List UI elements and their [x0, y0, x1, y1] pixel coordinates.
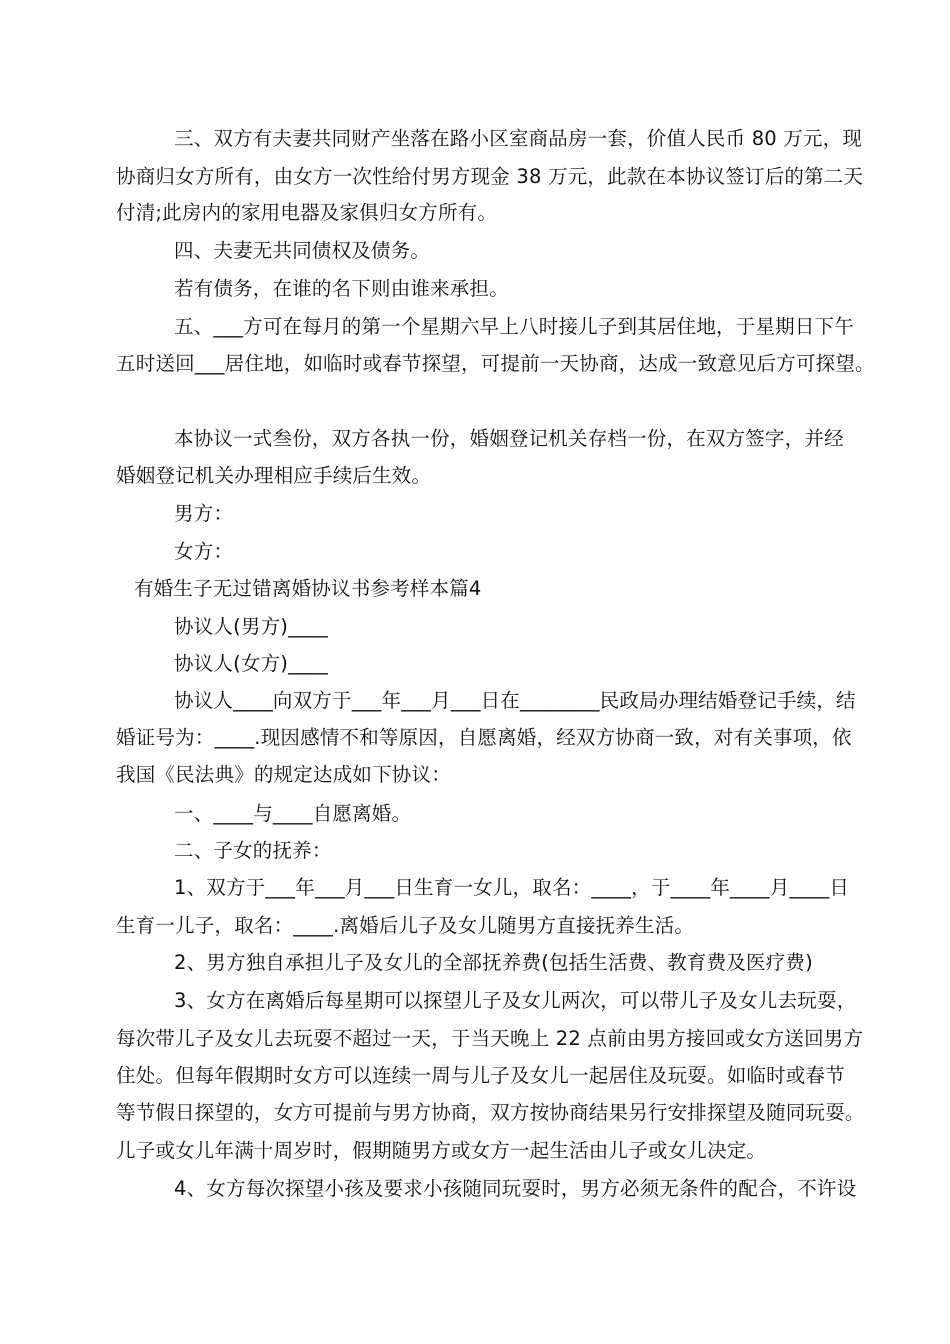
female-signature-label: 女方：	[174, 540, 234, 563]
child-item-1-line-1: 1、双方于___年___月___日生育一女儿，取名：____，于____年____月____日	[174, 876, 850, 899]
party-female: 协议人(女方)____	[174, 652, 328, 675]
child-item-2: 2、男方独自承担儿子及女儿的全部抚养费(包括生活费、教育费及医疗费)	[174, 951, 813, 974]
clause-1: 一、____与____自愿离婚。	[174, 802, 412, 825]
child-item-3-line-5: 儿子或女儿年满十周岁时，假期随男方或女方一起生活由儿子或女儿决定。	[116, 1139, 767, 1162]
child-item-3-line-2: 每次带儿子及女儿去玩耍不超过一天，于当天晚上 22 点前由男方接回或女方送回男方	[116, 1027, 864, 1050]
paragraph-3-line-3: 付清;此房内的家用电器及家俱归女方所有。	[116, 201, 498, 224]
validity-line-1: 本协议一式叁份，双方各执一份，婚姻登记机关存档一份，在双方签字，并经	[174, 427, 844, 450]
child-item-3-line-4: 等节假日探望的，女方可提前与男方协商，双方按协商结果另行安排探望及随同玩耍。	[116, 1101, 865, 1124]
paragraph-4: 四、夫妻无共同债权及债务。	[174, 239, 431, 262]
section-title: 有婚生子无过错离婚协议书参考样本篇4	[134, 577, 482, 600]
paragraph-3-line-1: 三、双方有夫妻共同财产坐落在路小区室商品房一套，价值人民币 80 万元，现	[174, 127, 863, 150]
paragraph-debt: 若有债务，在谁的名下则由谁来承担。	[174, 277, 509, 300]
child-item-4-line-1: 4、女方每次探望小孩及要求小孩随同玩耍时，男方必须无条件的配合，不许设	[174, 1177, 857, 1200]
intro-line-1: 协议人____向双方于___年___月___日在________民政局办理结婚登记手续，结	[174, 689, 856, 712]
party-male: 协议人(男方)____	[174, 615, 328, 638]
paragraph-5-line-2: 五时送回___居住地，如临时或春节探望，可提前一天协商，达成一致意见后方可探望。	[116, 352, 875, 375]
child-item-1-line-2: 生育一儿子，取名：____.离婚后儿子及女儿随男方直接抚养生活。	[116, 914, 695, 937]
child-item-3-line-1: 3、女方在离婚后每星期可以探望儿子及女儿两次，可以带儿子及女儿去玩耍，	[174, 989, 857, 1012]
male-signature-label: 男方：	[174, 502, 234, 525]
clause-2-heading: 二、子女的抚养：	[174, 839, 332, 862]
intro-line-3: 我国《民法典》的规定达成如下协议：	[116, 763, 451, 786]
paragraph-3-line-2: 协商归女方所有，由女方一次性给付男方现金 38 万元，此款在本协议签订后的第二天	[116, 165, 864, 188]
intro-line-2: 婚证号为：____.现因感情不和等原因，自愿离婚，经双方协商一致，对有关事项，依	[116, 726, 852, 749]
paragraph-5-line-1: 五、___方可在每月的第一个星期六早上八时接儿子到其居住地，于星期日下午	[174, 315, 854, 338]
child-item-3-line-3: 住处。但每年假期时女方可以连续一周与儿子及女儿一起居住及玩耍。如临时或春节	[116, 1064, 845, 1087]
validity-line-2: 婚姻登记机关办理相应手续后生效。	[116, 464, 432, 487]
